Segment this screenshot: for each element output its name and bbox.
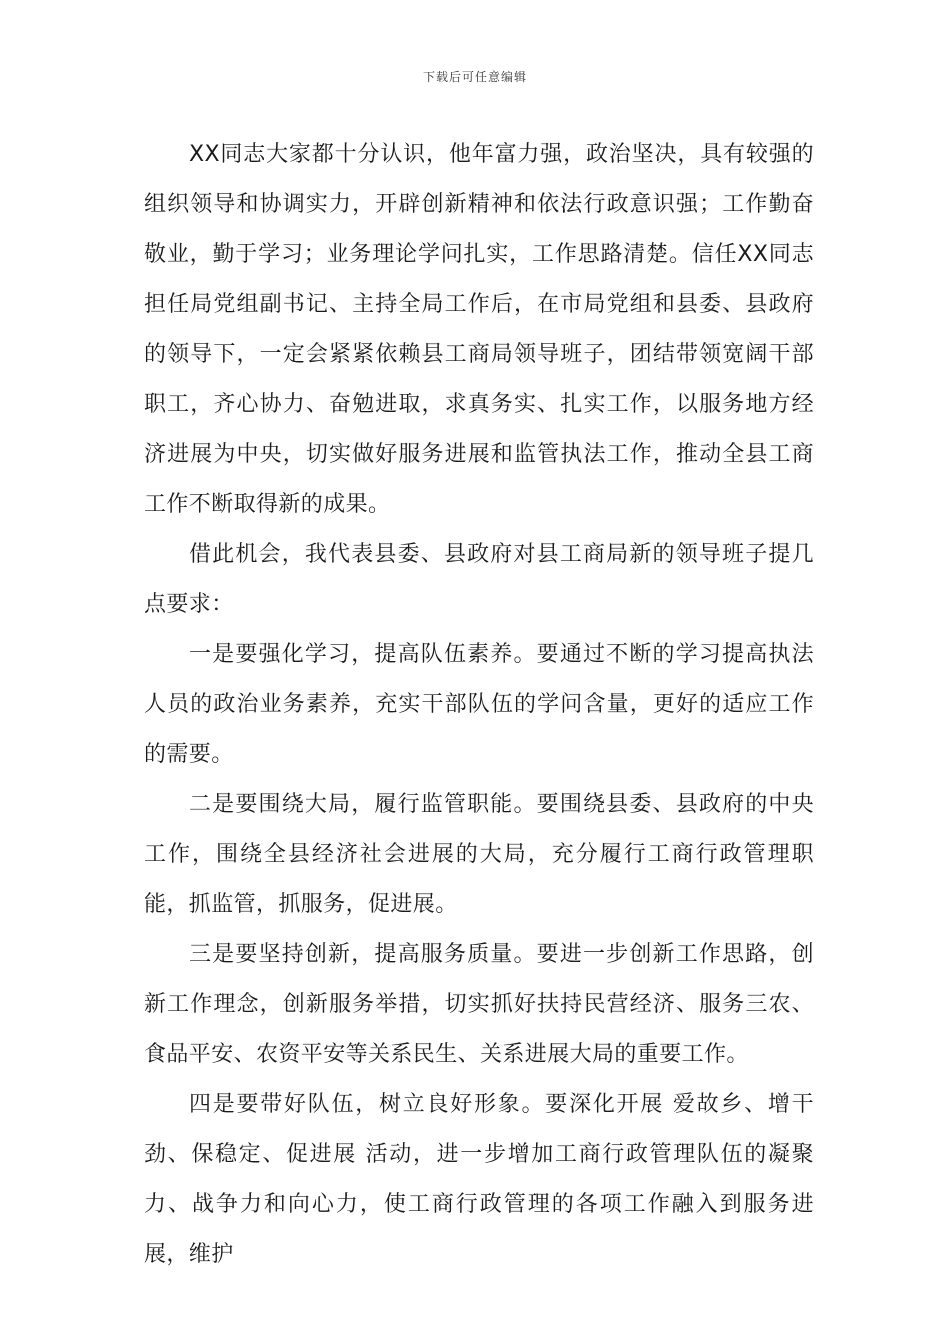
paragraph-6: 四是要带好队伍，树立良好形象。要深化开展 爱故乡、增干劲、保稳定、促进展 活动，进一步增加工商行政管理队伍的凝聚力、战争力和向心力，使工商行政管理的各项工作融入到服务进展，维护 [144, 1092, 814, 1267]
document-body [144, 130, 814, 1280]
paragraph-3: 一是要强化学习，提高队伍素养。要通过不断的学习提高执法人员的政治业务素养，充实干部队伍的学问含量，更好的适应工作的需要。 [144, 642, 814, 767]
paragraph-5: 三是要坚持创新，提高服务质量。要进一步创新工作思路，创新工作理念，创新服务举措，切实抓好扶持民营经济、服务三农、食品平安、农资平安等关系民生、关系进展大局的重要工作。 [144, 942, 814, 1067]
paragraph-1: XX同志大家都十分认识，他年富力强，政治坚决，具有较强的组织领导和协调实力，开辟创新精神和依法行政意识强；工作勤奋敬业，勤于学习；业务理论学问扎实，工作思路清楚。信任XX同志担任局党组副书记、主持全局工作后，在市局党组和县委、县政府的领导下，一定会紧紧依赖县工商局领导班子，团结带领宽阔干部职工，齐心协力、奋勉进取，求真务实、扎实工作，以服务地方经济进展为中央，切实做好服务进展和监管执法工作，推动全县工商工作不断取得新的成果。 [144, 142, 814, 517]
paragraph-4: 二是要围绕大局，履行监管职能。要围绕县委、县政府的中央工作，围绕全县经济社会进展的大局，充分履行工商行政管理职能，抓监管，抓服务，促进展。 [144, 792, 814, 917]
paragraph-2: 借此机会，我代表县委、县政府对县工商局新的领导班子提几点要求： [144, 542, 814, 617]
page-header: 下载后可任意编辑 [422, 70, 527, 84]
